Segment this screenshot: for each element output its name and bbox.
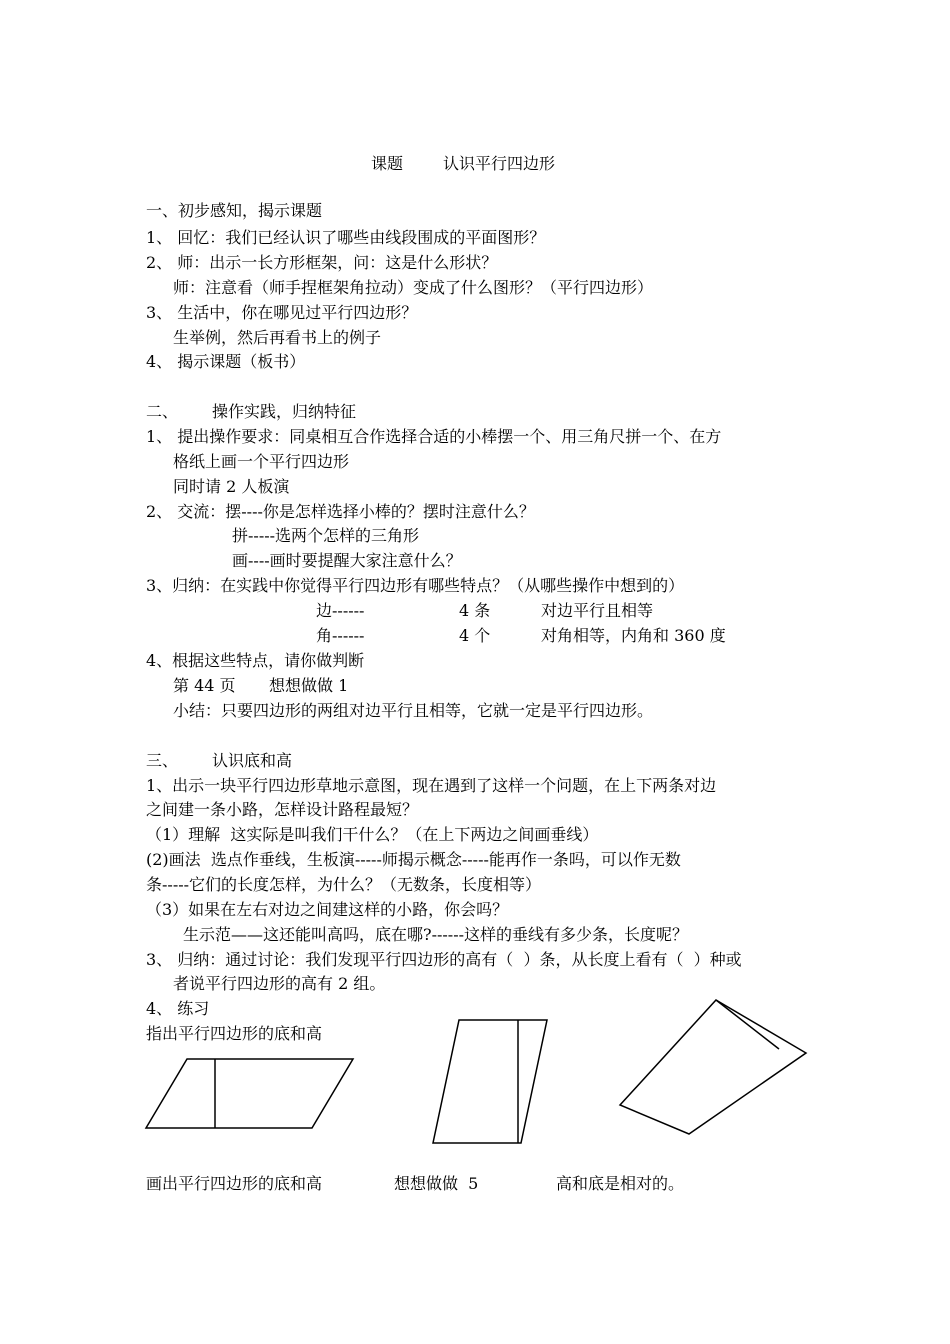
feature-angle-count: 4 个: [459, 626, 491, 645]
text-line: 1、 回忆：我们已经认识了哪些由线段围成的平面图形？: [146, 228, 546, 247]
text-line: 格纸上画一个平行四边形: [173, 452, 350, 471]
text-line: (2)画法 选点作垂线，生板演-----师揭示概念-----能再作一条吗，可以作无数: [146, 850, 681, 869]
section-2-number: 二、: [146, 402, 179, 421]
text-line: 3、归纳：在实践中你觉得平行四边形有哪些特点？（从哪些操作中想到的）: [146, 576, 685, 595]
text-line: 者说平行四边形的高有 2 组。: [173, 974, 386, 993]
section-2-heading: 操作实践，归纳特征: [212, 402, 357, 421]
title-main: 认识平行四边形: [443, 154, 556, 173]
text-line: （1）理解 这实际是叫我们干什么？（在上下两边之间画垂线）: [146, 825, 599, 844]
text-line: 2、 交流：摆----你是怎样选择小棒的？摆时注意什么？: [146, 502, 535, 521]
text-line: 画----画时要提醒大家注意什么？: [232, 551, 462, 570]
text-line: 4、根据这些特点，请你做判断: [146, 651, 365, 670]
text-line: 3、 生活中，你在哪见过平行四边形？: [146, 303, 418, 322]
text-line: 条-----它们的长度怎样，为什么？（无数条，长度相等）: [146, 875, 542, 894]
feature-angle-label: 角------: [316, 626, 365, 645]
text-line: 想想做做 5: [394, 1174, 479, 1193]
feature-side-label: 边------: [316, 601, 365, 620]
text-line: 指出平行四边形的底和高: [146, 1024, 323, 1043]
parallelogram-figure-1: [146, 1059, 353, 1128]
text-line: 同时请 2 人板演: [173, 477, 290, 496]
feature-side-count: 4 条: [459, 601, 491, 620]
parallelogram-figure-2: [433, 1020, 547, 1143]
text-line: 2、 师：出示一长方形框架，问：这是什么形状？: [146, 253, 498, 272]
text-line: 1、 提出操作要求：同桌相互合作选择合适的小棒摆一个、用三角尺拼一个、在方: [146, 427, 722, 446]
text-line: 拼-----选两个怎样的三角形: [232, 526, 420, 545]
feature-angle-desc: 对角相等，内角和 360 度: [541, 626, 726, 645]
text-line: 第 44 页: [173, 676, 236, 695]
height-line-figure-3: [716, 1000, 779, 1049]
text-line: 画出平行四边形的底和高: [146, 1174, 323, 1193]
title-prefix: 课题: [371, 154, 404, 173]
text-line: 1、出示一块平行四边形草地示意图，现在遇到了这样一个问题，在上下两条对边: [146, 776, 717, 795]
text-line: 生示范——这还能叫高吗，底在哪?------这样的垂线有多少条，长度呢？: [183, 925, 689, 944]
text-line: 师：注意看（师手捏框架角拉动）变成了什么图形？（平行四边形）: [173, 278, 654, 297]
section-3-heading: 认识底和高: [212, 751, 293, 770]
text-line: 3、 归纳：通过讨论：我们发现平行四边形的高有（ ）条，从长度上看有（ ）种或: [146, 950, 742, 969]
text-line: 4、 揭示课题（板书）: [146, 352, 306, 371]
text-line: 生举例，然后再看书上的例子: [173, 328, 382, 347]
text-line: 4、 练习: [146, 999, 210, 1018]
text-line: （3）如果在左右对边之间建这样的小路，你会吗？: [146, 900, 509, 919]
feature-side-desc: 对边平行且相等: [541, 601, 654, 620]
parallelogram-figure-3: [620, 1000, 806, 1134]
text-line: 之间建一条小路，怎样设计路程最短？: [146, 800, 419, 819]
text-line: 高和底是相对的。: [556, 1174, 685, 1193]
text-line: 小结：只要四边形的两组对边平行且相等，它就一定是平行四边形。: [173, 701, 654, 720]
section-3-number: 三、: [146, 751, 179, 770]
text-line: 想想做做 1: [269, 676, 349, 695]
section-1-heading: 一、初步感知，揭示课题: [146, 201, 323, 220]
